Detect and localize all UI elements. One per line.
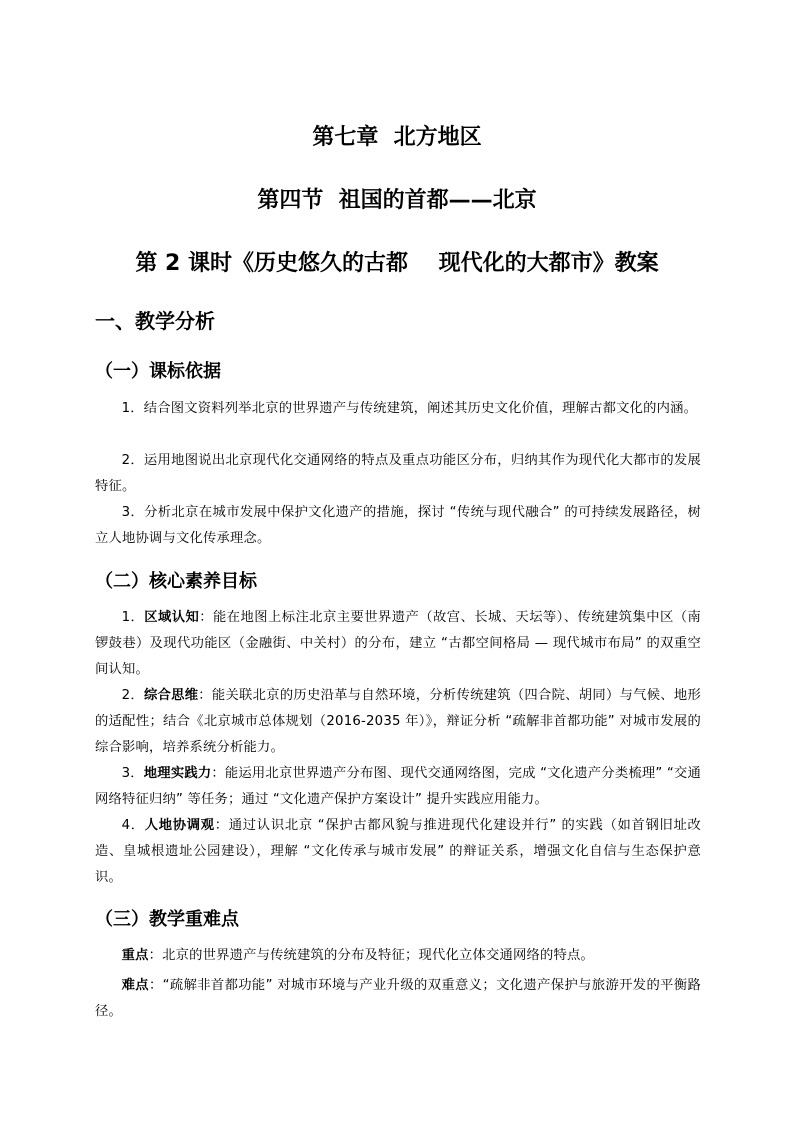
curriculum-item-2: 2．运用地图说出北京现代化交通网络的特点及重点功能区分布，归纳其作为现代化大都市的发展特征。 xyxy=(95,453,701,494)
literacy-item-2-label: 综合思维 xyxy=(143,688,199,703)
literacy-item-3 xyxy=(95,761,701,813)
literacy-item-3-label: 地理实践力 xyxy=(143,766,212,781)
difficult-point-label: 难点 xyxy=(121,978,149,993)
literacy-item-4-text: ：通过认识北京 “保护古都风貌与推进现代化建设并行” 的实践（如首钢旧址改造、皇城根遗址公园建设），理解 “文化传承与城市发展” 的辩证关系，增强文化自信与生态保护意识。 xyxy=(95,818,701,885)
literacy-item-1-prefix: 1． xyxy=(121,610,145,625)
curriculum-item-1: 1．结合图文资料列举北京的世界遗产与传统建筑，阐述其历史文化价值，理解古都文化的内涵。 xyxy=(121,401,698,416)
heading-teaching-analysis: 一、教学分析 xyxy=(95,309,215,333)
key-point-label: 重点 xyxy=(121,948,149,963)
literacy-item-1-label: 区域认知 xyxy=(144,610,200,625)
literacy-item-4-label: 人地协调观 xyxy=(144,818,215,833)
literacy-item-2-text: ：能关联北京的历史沿革与自然环境，分析传统建筑（四合院、胡同）与气候、地形的适配性；结合《北京城市总体规划（2016-2035 年）》，辩证分析 “疏解非首都功能” 对城市发展的综合影响，培养系统分析能力。 xyxy=(95,688,701,755)
literacy-item-4-prefix: 4． xyxy=(121,818,145,833)
curriculum-item-3: 3．分析北京在城市发展中保护文化遗产的措施，探讨 “传统与现代融合” 的可持续发展路径，树立人地协调与文化传承理念。 xyxy=(95,505,701,546)
heading-key-difficulties: （三）教学重难点 xyxy=(95,909,239,930)
literacy-item-3-text: ：能运用北京世界遗产分布图、现代交通网络图，完成 “文化遗产分类梳理” “交通网络特征归纳” 等任务；通过 “文化遗产保护方案设计” 提升实践应用能力。 xyxy=(95,766,702,807)
literacy-item-2-prefix: 2． xyxy=(121,688,144,703)
literacy-item-4 xyxy=(95,813,701,891)
literacy-item-3-prefix: 3． xyxy=(121,766,144,781)
lesson-title: 第 2 课时《历史悠久的古都 现代化的大都市》教案 xyxy=(135,251,659,276)
difficult-point-text: ：“疏解非首都功能” 对城市环境与产业升级的双重意义；文化遗产保护与旅游开发的平衡路径。 xyxy=(95,978,702,1019)
literacy-item-1 xyxy=(95,605,701,683)
literacy-item-1-text: ：能在地图上标注北京主要世界遗产（故宫、长城、天坛等）、传统建筑集中区（南锣鼓巷）及现代功能区（金融街、中关村）的分布，建立 “古都空间格局 — 现代城市布局” 的双重空间认知。 xyxy=(95,610,701,677)
literacy-item-2 xyxy=(95,683,701,761)
heading-core-literacy: （二）核心素养目标 xyxy=(95,571,257,592)
heading-curriculum-basis: （一）课标依据 xyxy=(95,361,221,382)
section-title: 第四节 祖国的首都——北京 xyxy=(257,188,537,213)
difficult-point xyxy=(95,973,701,1025)
key-point-text: ：北京的世界遗产与传统建筑的分布及特征；现代化立体交通网络的特点。 xyxy=(148,948,594,963)
key-point xyxy=(95,943,701,969)
chapter-title: 第七章 北方地区 xyxy=(312,125,482,150)
